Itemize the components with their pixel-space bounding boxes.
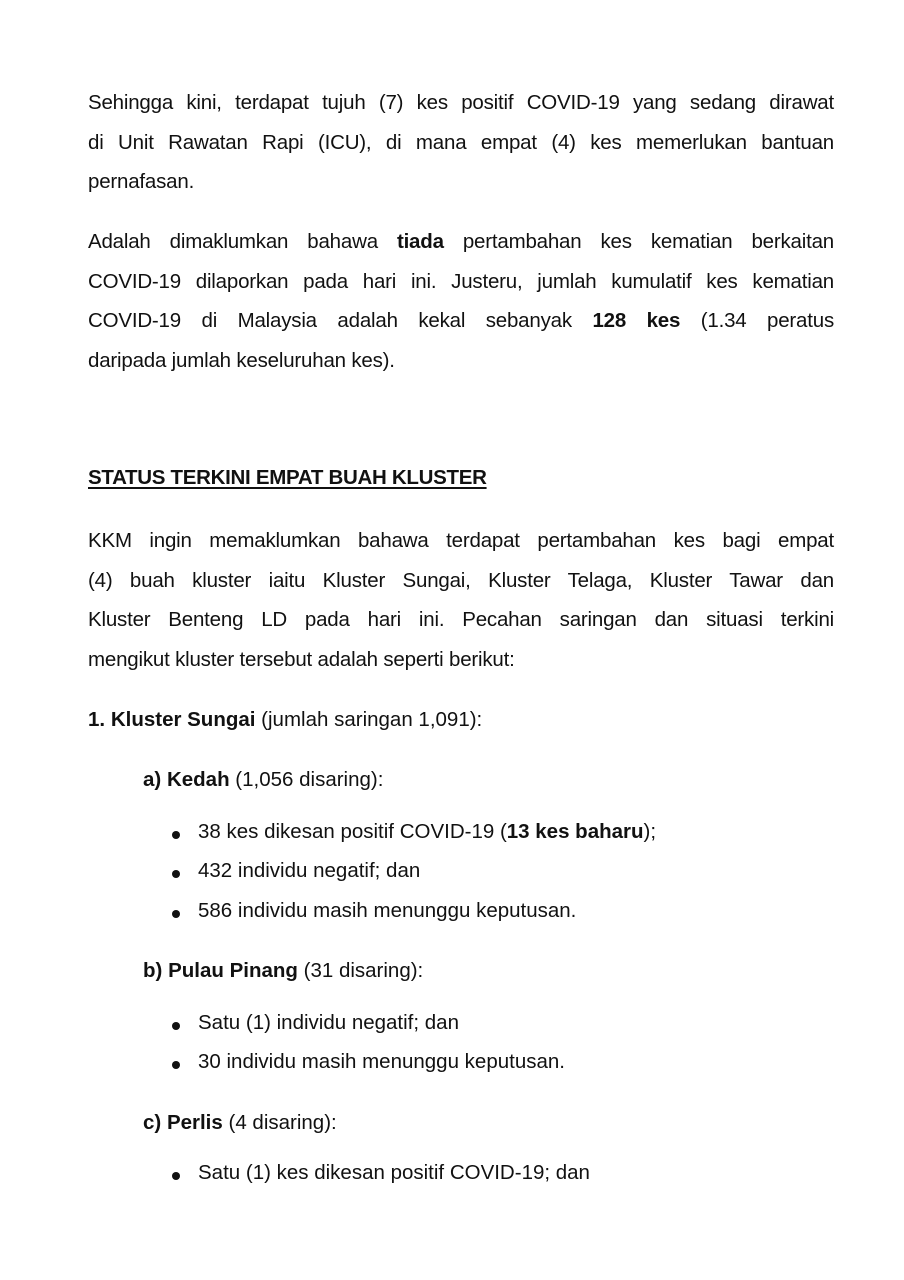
- text-line: Sehingga kini, terdapat tujuh (7) kes positif COVID-19 yang sedang dirawat: [88, 91, 834, 114]
- list-item: [172, 1159, 590, 1187]
- state-label: a): [143, 768, 162, 791]
- emphasis-new-cases: 13 kes baharu: [506, 820, 644, 843]
- bullet-icon: [172, 1061, 180, 1069]
- cluster-detail: (jumlah saringan 1,091):: [255, 708, 483, 731]
- state-detail: (31 disaring):: [297, 959, 424, 982]
- text-span: Adalah dimaklumkan bahawa: [88, 230, 397, 253]
- text-span: Satu (1) kes dikesan positif COVID-19; dan: [198, 1161, 590, 1184]
- paragraph-clusters-intro: [88, 521, 834, 679]
- text-line: pernafasan.: [88, 170, 195, 193]
- list-item: [172, 897, 576, 925]
- state-name: Kedah: [166, 768, 230, 791]
- state-label: c): [143, 1111, 162, 1134]
- text-span: Satu (1) individu negatif; dan: [198, 1011, 459, 1034]
- state-label: b): [143, 959, 163, 982]
- text-line: di Unit Rawatan Rapi (ICU), di mana empat (4) kes memerlukan bantuan: [88, 130, 834, 154]
- text-span: 432 individu negatif; dan: [198, 859, 421, 882]
- text-span: 30 individu masih menunggu keputusan.: [198, 1050, 565, 1073]
- text-line: COVID-19 dilaporkan pada hari ini. Justeru, jumlah kumulatif kes kematian: [88, 269, 834, 293]
- emphasis-tiada: tiada: [396, 230, 444, 253]
- state-name: Pulau Pinang: [168, 959, 298, 982]
- text-span: COVID-19 di Malaysia adalah kekal sebanyak: [88, 309, 593, 332]
- paragraph-icu-status: [88, 83, 834, 202]
- cluster-name: Kluster Sungai: [110, 708, 256, 731]
- text-line: (4) buah kluster iaitu Kluster Sungai, Kluster Telaga, Kluster Tawar dan: [88, 568, 834, 592]
- text-line: [88, 222, 834, 262]
- section-heading: STATUS TERKINI EMPAT BUAH KLUSTER: [88, 466, 487, 489]
- text-line: mengikut kluster tersebut adalah seperti berikut:: [88, 647, 515, 671]
- text-span: pertambahan kes kematian berkaitan: [443, 230, 834, 253]
- text-line: KKM ingin memaklumkan bahawa terdapat pertambahan kes bagi empat: [88, 529, 834, 552]
- text-span: );: [643, 820, 657, 843]
- text-line: daripada jumlah keseluruhan kes).: [88, 348, 395, 372]
- state-detail: (4 disaring):: [222, 1111, 337, 1134]
- text-span: 38 kes dikesan positif COVID-19 (: [198, 820, 507, 843]
- list-item: [172, 1009, 459, 1037]
- bullet-icon: [172, 910, 180, 918]
- bullet-icon: [172, 1022, 180, 1030]
- list-item: [172, 857, 420, 885]
- text-line: Kluster Benteng LD pada hari ini. Pecahan saringan dan situasi terkini: [88, 608, 834, 631]
- state-kedah-title: [143, 766, 383, 794]
- state-pulau-pinang-title: [143, 957, 423, 985]
- paragraph-deaths: [88, 222, 834, 380]
- cluster-1-title: [88, 706, 482, 734]
- bullet-icon: [172, 870, 180, 878]
- text-span: 586 individu masih menunggu keputusan.: [198, 899, 577, 922]
- text-span: (1.34 peratus: [680, 309, 834, 332]
- state-name: Perlis: [166, 1111, 223, 1134]
- emphasis-death-count: 128 kes: [592, 309, 681, 332]
- cluster-number: 1.: [88, 708, 106, 731]
- bullet-icon: [172, 1172, 180, 1180]
- bullet-icon: [172, 831, 180, 839]
- list-item: [172, 818, 656, 846]
- state-detail: (1,056 disaring):: [229, 768, 384, 791]
- state-perlis-title: [143, 1109, 337, 1137]
- text-line: [88, 301, 834, 341]
- list-item: [172, 1048, 565, 1076]
